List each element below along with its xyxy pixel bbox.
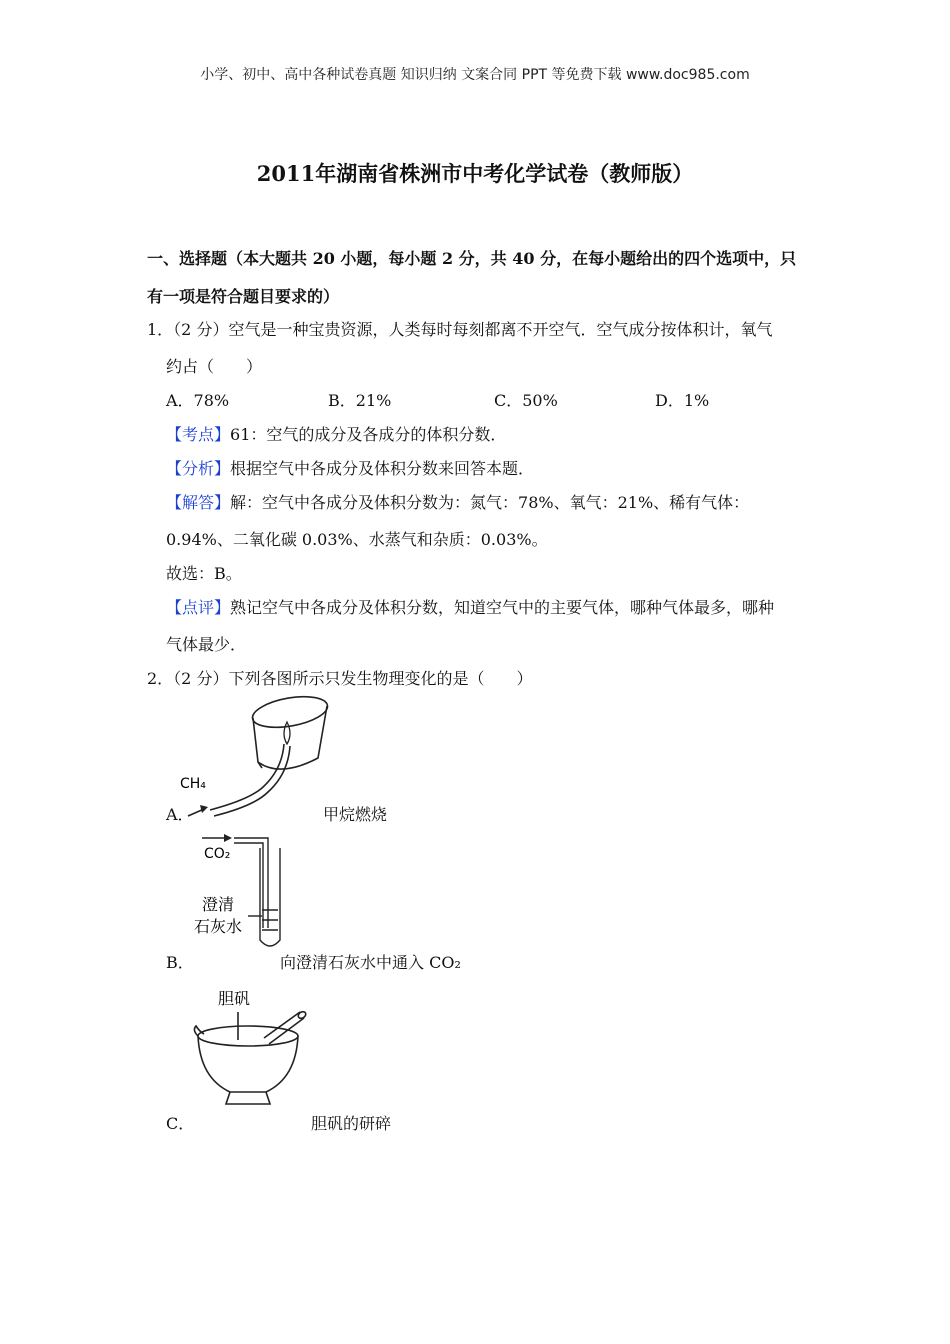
limewater-label-2: 石灰水: [194, 917, 243, 936]
dianping-text-1: 熟记空气中各成分及体积分数，知道空气中的主要气体，哪种气体最多，哪种: [230, 598, 775, 617]
q1-stem-line2: 约占（ ）: [166, 357, 263, 376]
q2-option-a-caption: 甲烷燃烧: [323, 805, 388, 824]
kaodian-tag: 【考点】: [166, 425, 231, 444]
ch4-label: CH₄: [180, 776, 206, 792]
page-title: 2011年湖南省株洲市中考化学试卷（教师版）: [256, 161, 694, 186]
q2-option-c-letter: C．: [166, 1114, 195, 1133]
q1-stem-line1: 1．（2 分）空气是一种宝贵资源，人类每时每刻都离不开空气．空气成分按体积计，氧气: [147, 320, 773, 339]
q1-kaodian: [166, 422, 506, 445]
q1-dianping-line2: 气体最少．: [166, 635, 247, 654]
q1-jieda-line1: [166, 490, 749, 513]
fenxi-text: 根据空气中各成分及体积分数来回答本题．: [230, 459, 535, 478]
mortar-pestle-figure: [190, 986, 310, 1110]
section-heading-line1: 一、选择题（本大题共 20 小题，每小题 2 分，共 40 分，在每小题给出的四个选项中，只: [147, 249, 797, 268]
q1-option-b: B．21%: [328, 391, 392, 410]
q1-option-d: D．1%: [655, 391, 710, 410]
q2-option-a-letter: A．: [166, 805, 194, 824]
q1-option-c: C．50%: [494, 391, 558, 410]
q2-stem: 2．（2 分）下列各图所示只发生物理变化的是（ ）: [147, 669, 533, 688]
jieda-text-1: 解：空气中各成分及体积分数为：氮气：78%、氧气：21%、稀有气体：: [230, 493, 750, 512]
section-heading-line2: 有一项是符合题目要求的）: [147, 287, 340, 306]
blue-vitriol-label: 胆矾: [218, 989, 251, 1008]
q1-answer: 故选：B。: [166, 564, 242, 583]
q2-option-b-caption: 向澄清石灰水中通入 CO₂: [280, 953, 461, 972]
q2-option-c-caption: 胆矾的研碎: [311, 1114, 392, 1133]
q1-option-a: A．78%: [166, 391, 230, 410]
fenxi-tag: 【分析】: [166, 459, 231, 478]
co2-limewater-figure: [190, 828, 300, 954]
co2-label: CO₂: [204, 846, 231, 862]
kaodian-text: 61：空气的成分及各成分的体积分数．: [230, 425, 507, 444]
jieda-tag: 【解答】: [166, 493, 231, 512]
limewater-label-1: 澄清: [202, 895, 235, 914]
dianping-tag: 【点评】: [166, 598, 231, 617]
q1-jieda-line2: 0.94%、二氧化碳 0.03%、水蒸气和杂质：0.03%。: [166, 530, 548, 549]
q1-dianping-line1: [166, 595, 774, 618]
page-header: 小学、初中、高中各种试卷真题 知识归纳 文案合同 PPT 等免费下载 www.doc985.com: [200, 67, 750, 83]
q1-fenxi: [166, 456, 534, 479]
q2-option-b-letter: B．: [166, 953, 194, 972]
